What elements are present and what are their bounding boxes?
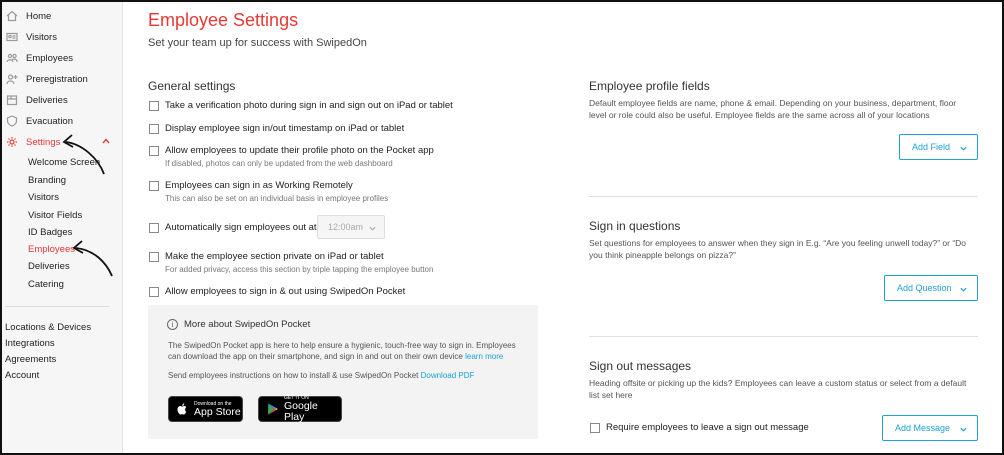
page-subtitle: Set your team up for success with SwipedOn [148,37,367,49]
chevron-down-icon [960,144,967,154]
home-icon [5,9,19,23]
nav-evacuation[interactable] [2,112,123,130]
box-icon [5,93,19,107]
option-update-profile-photo[interactable] [149,145,434,168]
option-hint: For added privacy, access this section by triple tapping the employee button [165,265,434,274]
nav-deliveries[interactable] [2,91,123,109]
nav-home[interactable] [2,7,123,25]
checkbox[interactable] [149,101,159,111]
section-divider [589,196,978,197]
sub-deliveries[interactable]: Deliveries [28,260,70,272]
sign-in-questions-title: Sign in questions [589,219,681,233]
google-play-big-text: Google Play [283,400,318,423]
chevron-down-icon [960,285,967,295]
sub-branding[interactable]: Branding [28,174,67,186]
app-store-big-text: App Store [194,405,241,418]
option-private-section[interactable] [149,251,433,274]
nav-home-label: Home [26,10,52,22]
nav-settings-label: Settings [26,136,61,148]
pocket-info-description [168,340,523,362]
google-play-small-text: GET IT ON [283,395,309,401]
send-instructions-text: Send employees instructions on how to install & use SwipedOn Pocket [168,371,419,380]
option-auto-signout[interactable] [149,222,317,233]
sub-employees[interactable]: Employees [28,243,75,255]
option-swipedon-pocket[interactable] [149,286,405,297]
chevron-up-icon[interactable] [102,137,112,147]
nav-agreements[interactable]: Agreements [5,353,57,365]
checkbox[interactable] [149,146,159,156]
google-play-icon [266,402,279,416]
nav-integrations[interactable]: Integrations [5,337,55,349]
checkbox[interactable] [149,252,159,262]
option-label: Require employees to leave a sign out message [606,422,809,433]
option-label: Allow employees to update their profile photo on the Pocket app [165,145,434,156]
time-value: 12:00am [328,222,364,232]
nav-preregistration-label: Preregistration [26,73,88,85]
add-field-button[interactable] [899,134,978,160]
option-verification-photo[interactable] [149,100,453,111]
checkbox[interactable] [590,423,600,433]
sidebar-divider [5,306,109,307]
nav-visitors[interactable] [2,28,123,46]
pocket-info-title: More about SwipedOn Pocket [184,319,311,330]
sign-out-messages-title: Sign out messages [589,359,692,373]
sub-id-badges[interactable]: ID Badges [28,226,73,238]
nav-deliveries-label: Deliveries [26,94,68,106]
pocket-info-box [148,305,538,439]
auto-signout-time-select[interactable] [317,215,385,239]
pocket-send-instructions [168,371,474,380]
option-hint: If disabled, photos can only be updated from the web dashboard [165,159,393,168]
pocket-info-heading [167,319,310,330]
profile-fields-description: Default employee fields are name, phone & email. Depending on your business, department, floor level or role could also be useful. Employee fields are the same across all of your locations [589,98,957,120]
info-icon: i [167,319,178,330]
option-label: Employees can sign in as Working Remotely [165,180,353,191]
add-field-label: Add Field [912,142,951,152]
learn-more-link[interactable]: learn more [465,352,504,361]
add-message-button[interactable] [882,415,978,441]
sub-visitors[interactable]: Visitors [28,191,59,203]
gear-icon [5,135,19,149]
option-hint: This can also be set on an individual basis in employee profiles [165,194,389,203]
section-divider [589,336,978,337]
nav-visitors-label: Visitors [26,31,57,43]
nav-preregistration[interactable] [2,70,123,88]
download-pdf-link[interactable]: Download PDF [420,371,475,380]
id-card-icon [5,30,19,44]
add-user-icon [5,72,19,86]
shield-icon [5,114,19,128]
option-label: Automatically sign employees out at [165,222,317,233]
nav-evacuation-label: Evacuation [26,115,74,127]
option-label: Take a verification photo during sign in and sign out on iPad or tablet [165,100,453,111]
profile-fields-title: Employee profile fields [589,79,710,93]
general-settings-title: General settings [148,79,236,93]
add-question-button[interactable] [884,275,978,301]
nav-settings[interactable] [2,133,123,151]
option-label: Allow employees to sign in & out using SwipedOn Pocket [165,286,406,297]
sub-visitor-fields[interactable]: Visitor Fields [28,209,83,221]
option-require-signout-message[interactable] [590,422,809,433]
checkbox[interactable] [149,124,159,134]
sign-out-messages-description: Heading offsite or picking up the kids? Employees can leave a custom status or select from a default list set here [589,378,967,400]
option-label: Make the employee section private on iPad or tablet [165,251,384,262]
sub-welcome-screen[interactable]: Welcome Screen [28,156,101,168]
sub-catering[interactable]: Catering [28,278,64,290]
add-message-label: Add Message [895,423,951,433]
checkbox[interactable] [149,287,159,297]
nav-employees-label: Employees [26,52,73,64]
nav-account[interactable]: Account [5,369,40,381]
people-icon [5,51,19,65]
add-question-label: Add Question [897,283,952,293]
nav-employees[interactable] [2,49,123,67]
app-store-small-text: Download on the [194,400,232,407]
apple-icon [176,402,189,416]
checkbox[interactable] [149,181,159,191]
option-working-remotely[interactable] [149,180,388,203]
sidebar [2,2,123,453]
checkbox[interactable] [149,223,159,233]
google-play-badge[interactable] [258,396,342,422]
pocket-description-text: The SwipedOn Pocket app is here to help ensure a hygienic, touch-free way to sign in. Employees can download the app on their smartphone, and sign in and out on their own device [168,341,516,361]
app-store-badge[interactable] [168,396,243,422]
option-display-timestamp[interactable] [149,123,404,134]
nav-locations-devices[interactable]: Locations & Devices [5,321,92,333]
sign-in-questions-description: Set questions for employees to answer when they sign in E.g. “Are you feeling unwell today?” or “Do you think pineapple belongs on pizza?” [589,238,967,260]
chevron-down-icon [369,224,376,234]
option-label: Display employee sign in/out timestamp on iPad or tablet [165,123,405,134]
chevron-down-icon [960,425,967,435]
page-title: Employee Settings [148,10,299,30]
